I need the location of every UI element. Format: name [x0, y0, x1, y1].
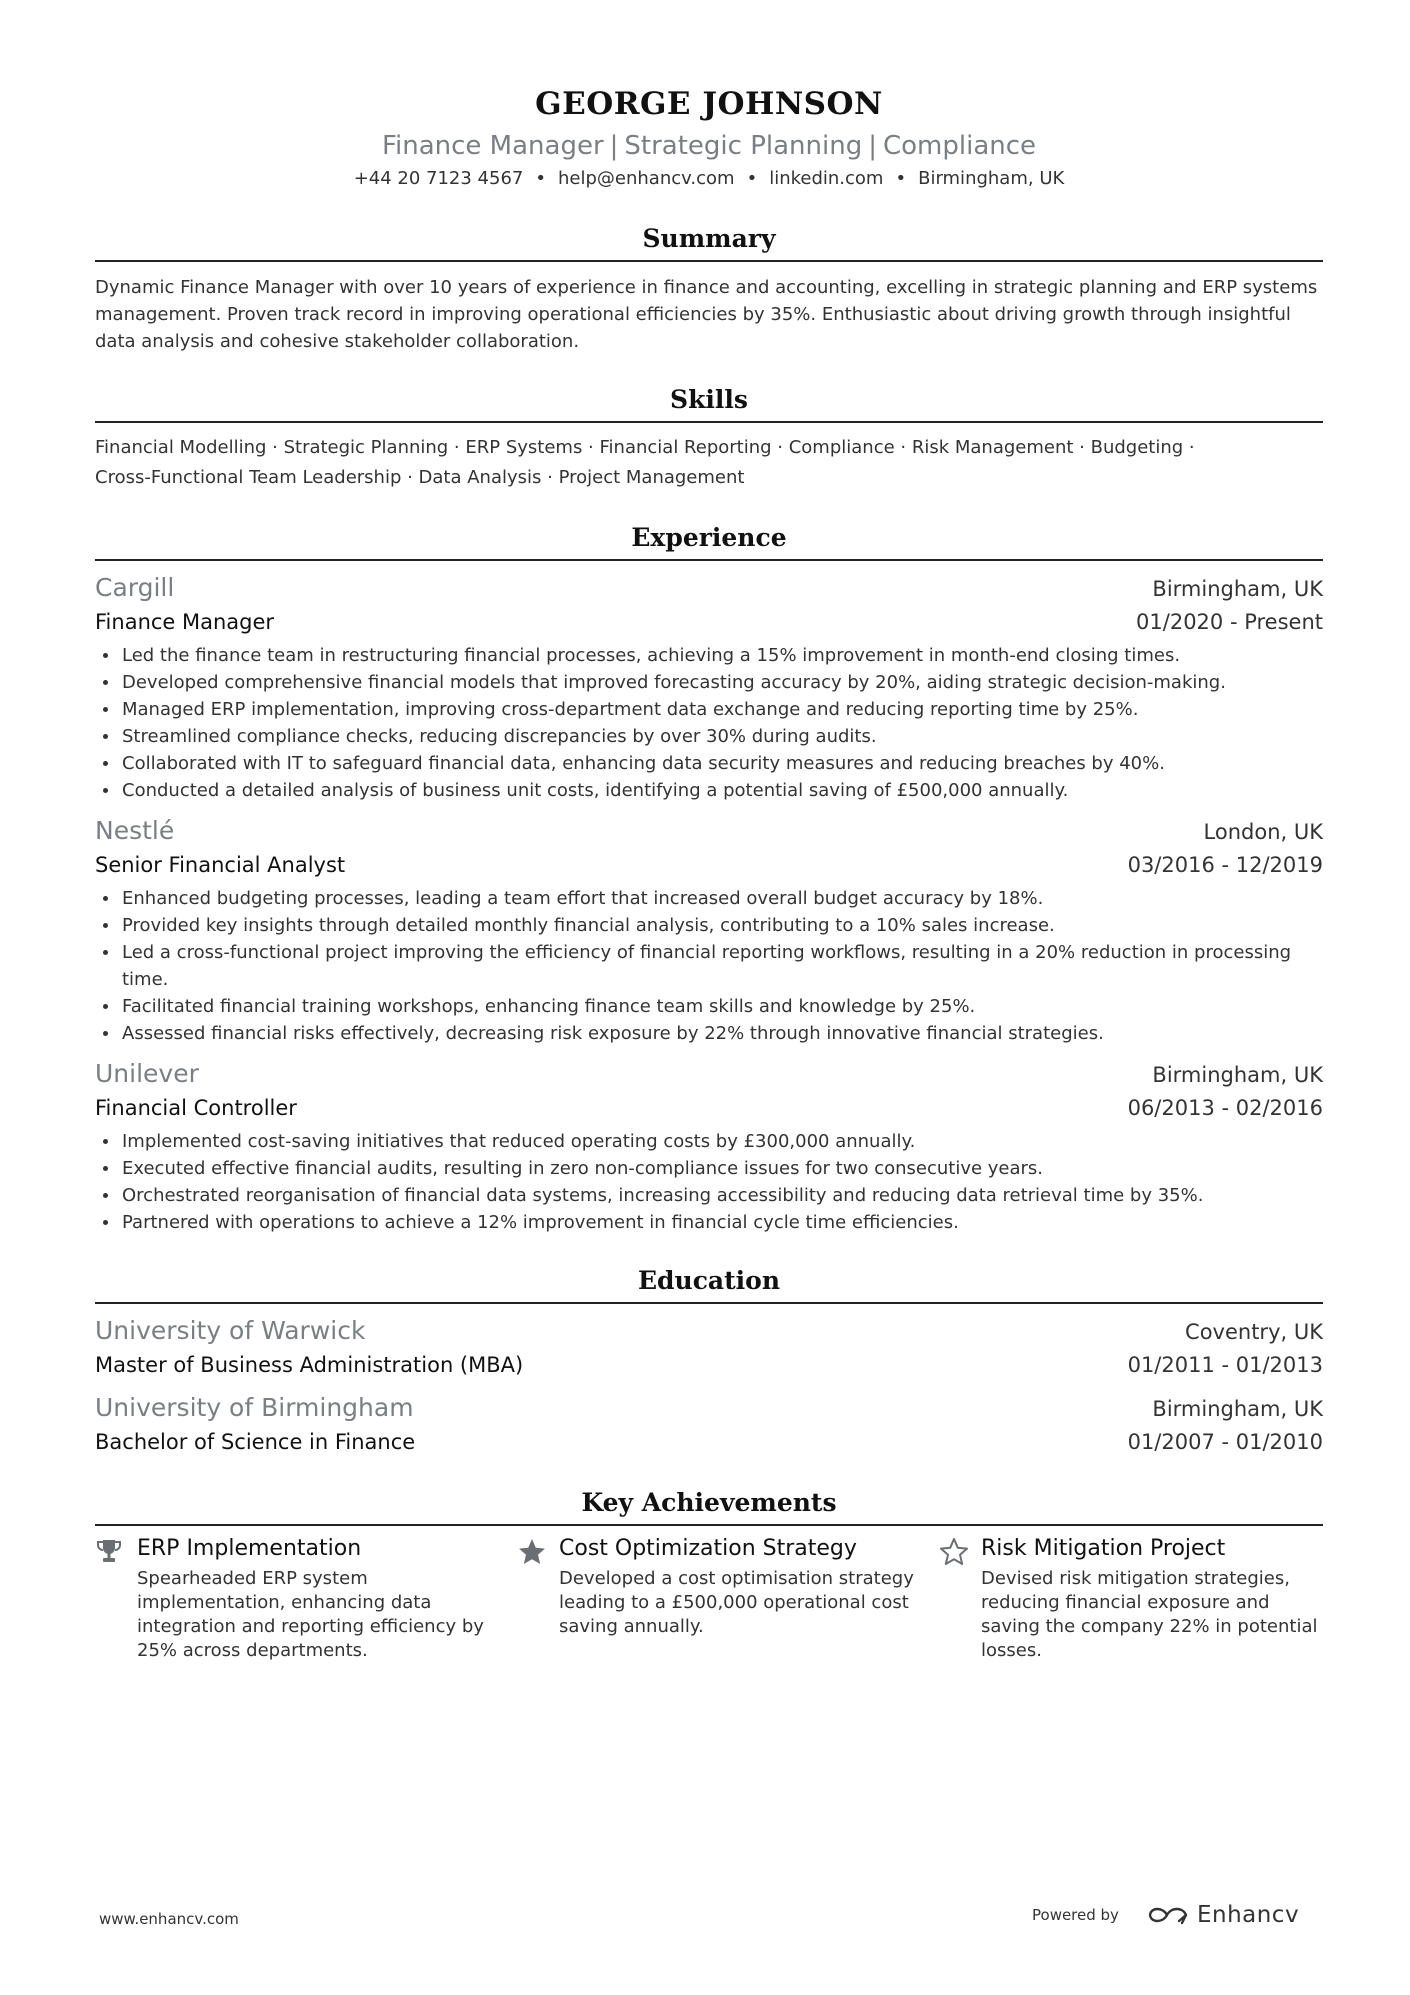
headline — [95, 130, 1323, 162]
achievements-grid — [95, 1534, 1323, 1663]
job-bullet: Provided key insights through detailed monthly financial analysis, contributing to a 10% sales increase. — [122, 912, 1323, 939]
skills-line: Financial Modelling · Strategic Planning · ERP Systems · Financial Reporting · Compliance · Risk Management · Budgeting · — [95, 437, 1195, 458]
section-heading-achievements: Key Achievements — [95, 1488, 1323, 1526]
skills-line: Cross-Functional Team Leadership · Data Analysis · Project Management — [95, 467, 745, 488]
resume-page — [95, 0, 1323, 1663]
job-bullet: Developed comprehensive financial models that improved forecasting accuracy by 20%, aiding strategic decision-making. — [122, 669, 1323, 696]
job-bullets — [95, 642, 1323, 804]
job-role: Financial Controller — [95, 1096, 297, 1120]
section-heading-experience: Experience — [95, 523, 1323, 561]
job-bullet: Executed effective financial audits, resulting in zero non-compliance issues for two consecutive years. — [122, 1155, 1323, 1182]
experience-entry — [95, 1057, 1323, 1236]
job-bullets — [95, 1128, 1323, 1236]
job-bullet: Partnered with operations to achieve a 12% improvement in financial cycle time efficiencies. — [122, 1209, 1323, 1236]
headline-separator: | — [868, 131, 877, 161]
education-section — [95, 1266, 1323, 1458]
achievement-item — [939, 1534, 1323, 1663]
education-dates: 01/2007 - 01/2010 — [1127, 1430, 1323, 1454]
contact-separator: • — [535, 168, 546, 189]
achievement-description: Spearheaded ERP system implementation, enhancing data integration and reporting efficiency by 25% across departments. — [137, 1568, 484, 1661]
job-dates: 06/2013 - 02/2016 — [1127, 1096, 1323, 1120]
job-bullet: Managed ERP implementation, improving cross-department data exchange and reducing reporting time by 25%. — [122, 696, 1323, 723]
headline-part: Finance Manager — [381, 131, 604, 161]
powered-by — [1032, 1902, 1299, 1928]
email-link[interactable]: help@enhancv.com — [558, 168, 735, 189]
job-bullet: Enhanced budgeting processes, leading a team effort that increased overall budget accuracy by 18%. — [122, 885, 1323, 912]
school-location: Birmingham, UK — [1152, 1397, 1323, 1421]
job-bullet: Assessed financial risks effectively, decreasing risk exposure by 22% through innovative financial strategies. — [122, 1020, 1323, 1047]
star-outline-icon — [939, 1534, 981, 1663]
experience-section — [95, 523, 1323, 1236]
job-bullet: Facilitated financial training workshops, enhancing finance team skills and knowledge by 25%. — [122, 993, 1323, 1020]
job-bullet: Led the finance team in restructuring financial processes, achieving a 15% improvement in month-end closing times. — [122, 642, 1323, 669]
education-dates: 01/2011 - 01/2013 — [1127, 1353, 1323, 1377]
contact-line — [95, 166, 1323, 192]
job-location: London, UK — [1203, 820, 1323, 844]
job-bullet: Streamlined compliance checks, reducing discrepancies by over 30% during audits. — [122, 723, 1323, 750]
enhancv-logo[interactable] — [1145, 1902, 1299, 1928]
section-heading-education: Education — [95, 1266, 1323, 1304]
job-bullet: Led a cross-functional project improving the efficiency of financial reporting workflows, resulting in a 20% reduction in processing time. — [122, 939, 1323, 993]
school-location: Coventry, UK — [1185, 1320, 1323, 1344]
achievement-title: Risk Mitigation Project — [981, 1536, 1226, 1561]
achievement-item — [517, 1534, 939, 1663]
achievement-title: ERP Implementation — [137, 1536, 362, 1561]
website-link[interactable]: www.enhancv.com — [99, 1910, 239, 1928]
summary-text: Dynamic Finance Manager with over 10 years of experience in finance and accounting, excelling in strategic planning and ERP systems management. Proven track record in improving operational efficiencies by 35%. Enthusiastic about driving growth through insightful data analysis and cohesive stakeholder collaboration. — [95, 277, 1318, 352]
degree: Master of Business Administration (MBA) — [95, 1353, 524, 1377]
job-dates: 03/2016 - 12/2019 — [1127, 853, 1323, 877]
achievements-section — [95, 1488, 1323, 1663]
experience-entry — [95, 814, 1323, 1047]
job-role: Finance Manager — [95, 610, 275, 634]
school-name: University of Warwick — [95, 1316, 366, 1345]
job-bullets — [95, 885, 1323, 1047]
company-name: Cargill — [95, 573, 175, 602]
star-filled-icon — [517, 1534, 559, 1663]
skills-section — [95, 385, 1323, 493]
summary-section — [95, 224, 1323, 355]
contact-separator: • — [746, 168, 758, 189]
powered-by-label: Powered by — [1032, 1906, 1119, 1924]
candidate-name: GEORGE JOHNSON — [535, 86, 883, 122]
job-bullet: Conducted a detailed analysis of business unit costs, identifying a potential saving of £500,000 annually. — [122, 777, 1323, 804]
job-bullet: Orchestrated reorganisation of financial data systems, increasing accessibility and reducing data retrieval time by 35%. — [122, 1182, 1323, 1209]
skills-list — [95, 433, 1323, 493]
company-name: Unilever — [95, 1059, 199, 1088]
section-heading-summary: Summary — [95, 224, 1323, 262]
trophy-icon — [95, 1534, 137, 1663]
job-role: Senior Financial Analyst — [95, 853, 346, 877]
section-heading-skills: Skills — [95, 385, 1323, 423]
experience-entry — [95, 571, 1323, 804]
job-bullet: Collaborated with IT to safeguard financial data, enhancing data security measures and reducing breaches by 40%. — [122, 750, 1323, 777]
infinity-icon — [1145, 1904, 1191, 1926]
job-bullet: Implemented cost-saving initiatives that reduced operating costs by £300,000 annually. — [122, 1128, 1323, 1155]
location: Birmingham, UK — [918, 168, 1065, 189]
job-dates: 01/2020 - Present — [1136, 610, 1323, 634]
phone[interactable]: +44 20 7123 4567 — [353, 168, 524, 189]
company-name: Nestlé — [95, 816, 175, 845]
headline-part: Compliance — [882, 131, 1037, 161]
achievement-description: Devised risk mitigation strategies, reducing financial exposure and saving the company 22% in potential losses. — [981, 1568, 1318, 1661]
school-name: University of Birmingham — [95, 1393, 414, 1422]
headline-separator: | — [609, 131, 619, 161]
degree: Bachelor of Science in Finance — [95, 1430, 416, 1454]
headline-part: Strategic Planning — [624, 131, 863, 161]
contact-separator: • — [895, 168, 907, 189]
achievement-item — [95, 1534, 517, 1663]
education-entry — [95, 1314, 1323, 1381]
job-location: Birmingham, UK — [1152, 1063, 1323, 1087]
achievement-description: Developed a cost optimisation strategy leading to a £500,000 operational cost saving annually. — [559, 1568, 914, 1637]
brand-name: Enhancv — [1196, 1902, 1300, 1928]
achievement-title: Cost Optimization Strategy — [559, 1536, 857, 1561]
job-location: Birmingham, UK — [1152, 577, 1323, 601]
education-entry — [95, 1391, 1323, 1458]
linkedin-link[interactable]: linkedin.com — [769, 168, 884, 189]
